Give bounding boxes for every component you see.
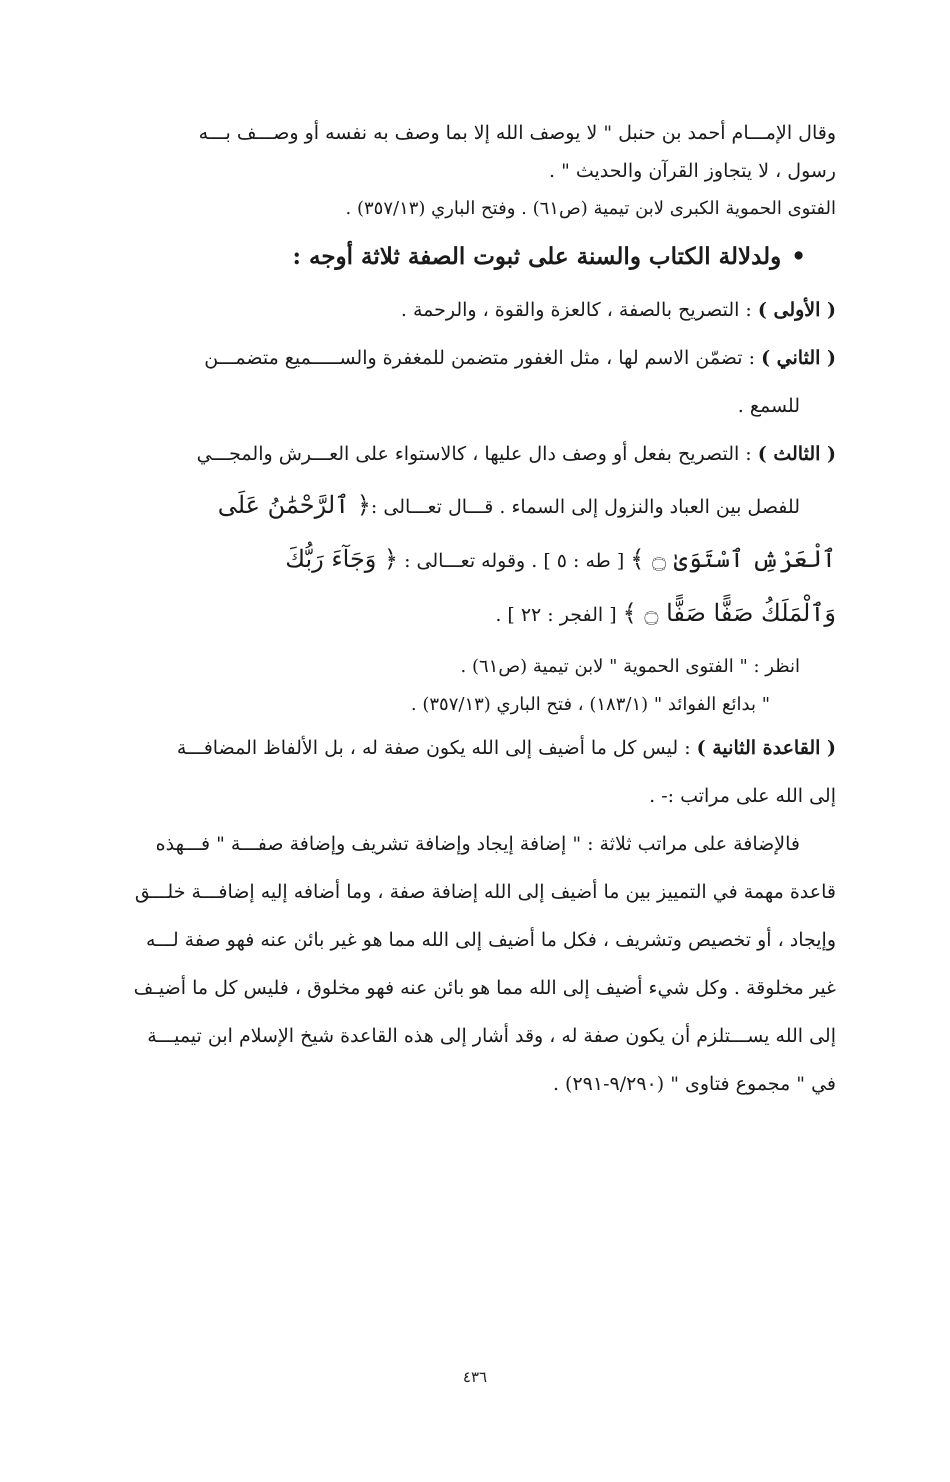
- third-point-text: : التصريح بفعل أو وصف دال عليها ، كالاستواء على العـــرش والمجـــي: [196, 443, 758, 465]
- ayah-fajr-end: وَٱلْمَلَكُ صَفًّا صَفًّا ۝ ﴾: [622, 599, 836, 627]
- quote-line-2: رسول ، لا يتجاوز القرآن والحديث " .: [549, 160, 836, 182]
- second-point: [78, 334, 836, 382]
- first-point-text: : التصريح بالصفة ، كالعزة والقوة ، والرحمة .: [400, 299, 758, 321]
- first-point-label: ( الأولى ): [757, 299, 836, 321]
- ayah-fajr-ref: [ الفجر : ٢٢ ] .: [495, 604, 623, 626]
- second-point-text: : تضمّن الاسم لها ، مثل الغفور متضمن للمغفرة والســـــميع متضمـــن: [204, 347, 762, 369]
- third-point-line-4: [78, 586, 836, 640]
- third-point: [78, 430, 836, 478]
- explanation-line-6: في " مجموع فتاوى " (٩/٢٩٠-٢٩١) .: [552, 1073, 836, 1095]
- explanation-line-3: وإيجاد ، أو تخصيص وتشريف ، فكل ما أضيف إلى الله مما هو غير بائن عنه فهو صفة لـــه: [145, 929, 836, 951]
- second-rule-continuation: إلى الله على مراتب :- .: [649, 785, 836, 807]
- third-point-line-2: [78, 478, 836, 532]
- ayah-fajr-start: ﴿ وَجَآءَ رَبُّكَ: [285, 545, 399, 573]
- third-point-label: ( الثالث ): [757, 443, 836, 465]
- page-number: ٤٣٦: [462, 1368, 488, 1386]
- quote-source: الفتوى الحموية الكبرى لابن تيمية (ص٦١) . وفتح الباري (٣٥٧/١٣) .: [345, 198, 836, 219]
- second-rule-text: : ليس كل ما أضيف إلى الله يكون صفة له ، بل الألفاظ المضافـــة: [176, 737, 697, 759]
- second-rule: [78, 724, 836, 772]
- quote-line-1: وقال الإمـــام أحمد بن حنبل " لا يوصف الله إلا بما وصف به نفسه أو وصـــف بـــه: [198, 122, 836, 144]
- bullet-icon: •: [791, 243, 806, 270]
- ayah-taha-ref: [ طه : ٥ ] . وقوله تعـــالى :: [398, 550, 631, 572]
- explanation-line-1: فالإضافة على مراتب ثلاثة : " إضافة إيجاد وإضافة تشريف وإضافة صفـــة " فـــهذه: [155, 833, 800, 855]
- section-heading: [78, 240, 806, 274]
- first-point: [78, 286, 836, 334]
- reference-line-1: انظر : " الفتوى الحموية " لابن تيمية (ص٦١) .: [460, 656, 800, 677]
- explanation-line-4: غير مخلوقة . وكل شيء أضيف إلى الله مما هو بائن عنه فهو مخلوق ، فليس كل ما أضيـف: [133, 977, 836, 999]
- explanation-paragraph: [78, 820, 836, 1108]
- reference-line-2: " بدائع الفوائد " (١٨٣/١) ، فتح الباري (٣٥٧/١٣) .: [410, 694, 770, 715]
- ahmad-quote: [78, 118, 836, 224]
- third-point-line-3: [78, 532, 836, 586]
- ayah-taha-end: ٱلْعَرْشِ ٱسْتَوَىٰ ۝ ﴾: [630, 545, 836, 573]
- explanation-line-5: إلى الله يســـتلزم أن يكون صفة له ، وقد أشار إلى هذه القاعدة شيخ الإسلام ابن تيميـــة: [147, 1025, 836, 1047]
- explanation-line-2: قاعدة مهمة في التمييز بين ما أضيف إلى الله إضافة صفة ، وما أضافه إليه إضافـــة خلـــق: [134, 881, 836, 903]
- references: [78, 648, 836, 724]
- second-point-continuation: للسمع .: [737, 395, 800, 417]
- third-point-line-2-text: للفصل بين العباد والنزول إلى السماء . قـــال تعـــالى :: [370, 496, 800, 518]
- section-heading-text: ولدلالة الكتاب والسنة على ثبوت الصفة ثلاثة أوجه :: [292, 243, 782, 270]
- second-point-label: ( الثاني ): [761, 347, 836, 369]
- page-body: [78, 118, 836, 1108]
- second-rule-label: ( القاعدة الثانية ): [696, 737, 836, 759]
- ayah-taha-start: ﴿ ٱلرَّحْمَٰنُ عَلَى: [217, 491, 371, 519]
